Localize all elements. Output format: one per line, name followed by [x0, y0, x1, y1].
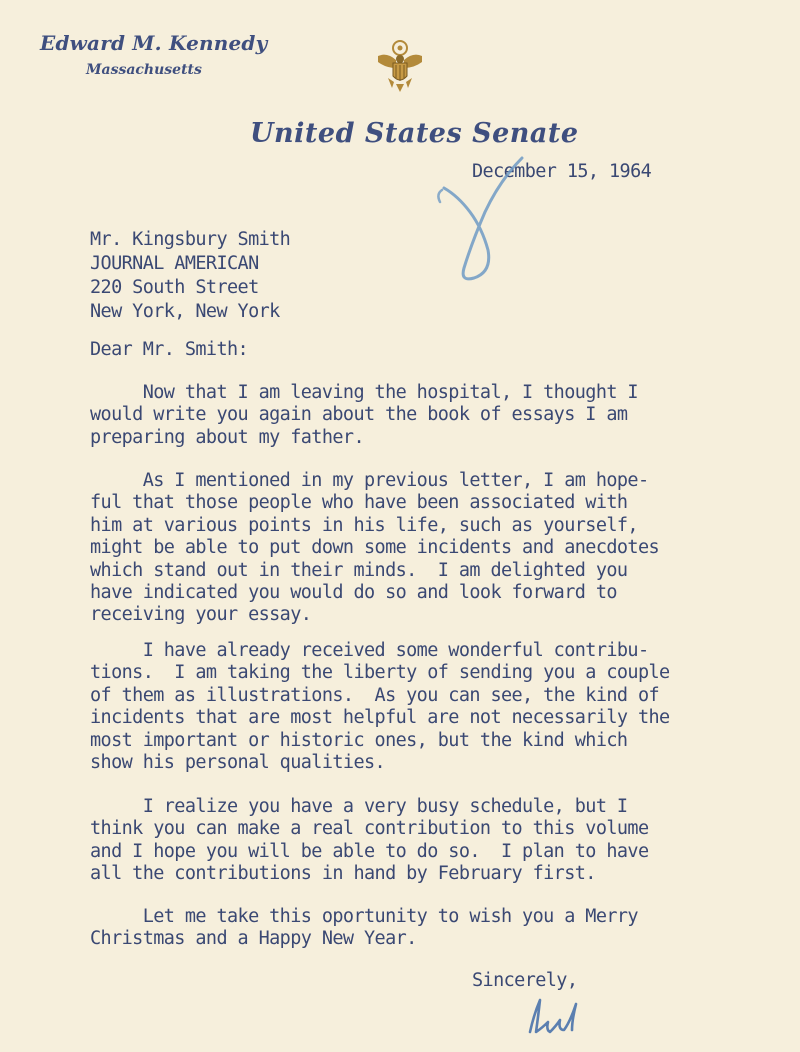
text-line: and I hope you will be able to do so. I plan to have: [90, 840, 649, 862]
body-paragraph-1: [90, 382, 638, 449]
text-line: Now that I am leaving the hospital, I thought I: [90, 382, 638, 403]
handwritten-mark: [430, 150, 540, 295]
text-line: As I mentioned in my previous letter, I am hope-: [90, 470, 649, 491]
sender-name: Edward M. Kennedy: [40, 31, 268, 55]
text-line: would write you again about the book of essays I am: [90, 404, 628, 426]
recipient-line: New York, New York: [90, 301, 280, 322]
text-line: tions. I am taking the liberty of sending you a couple: [90, 662, 670, 684]
letter-date: December 15, 1964: [472, 161, 652, 182]
signature: [520, 992, 590, 1042]
closing: Sincerely,: [472, 970, 578, 991]
eagle-seal-icon: [374, 38, 426, 94]
recipient-address: [90, 228, 290, 324]
text-line: him at various points in his life, such as yourself,: [90, 514, 638, 536]
body-paragraph-2: [90, 470, 659, 627]
text-line: receiving your essay.: [90, 604, 312, 626]
body-paragraph-3: [90, 640, 670, 774]
recipient-line: JOURNAL AMERICAN: [90, 253, 259, 274]
text-line: preparing about my father.: [90, 426, 364, 448]
body-paragraph-4: [90, 796, 649, 886]
recipient-line: Mr. Kingsbury Smith: [90, 229, 291, 250]
text-line: I realize you have a very busy schedule, but I: [90, 796, 628, 817]
text-line: I have already received some wonderful contribu-: [90, 640, 649, 661]
text-line: Christmas and a Happy New Year.: [90, 928, 417, 950]
recipient-line: 220 South Street: [90, 277, 259, 298]
text-line: Let me take this oportunity to wish you a Merry: [90, 906, 638, 927]
text-line: of them as illustrations. As you can see, the kind of: [90, 684, 660, 706]
text-line: think you can make a real contribution to this volume: [90, 818, 649, 840]
text-line: most important or historic ones, but the kind which: [90, 729, 628, 751]
body-paragraph-5: [90, 906, 638, 951]
salutation: Dear Mr. Smith:: [90, 339, 249, 360]
sender-state: Massachusetts: [86, 62, 202, 78]
letterhead-title: United States Senate: [250, 118, 579, 149]
text-line: all the contributions in hand by February first.: [90, 863, 596, 885]
text-line: ful that those people who have been associated with: [90, 492, 628, 514]
text-line: show his personal qualities.: [90, 752, 386, 774]
text-line: have indicated you would do so and look forward to: [90, 582, 617, 604]
text-line: might be able to put down some incidents and anecdotes: [90, 537, 660, 559]
text-line: incidents that are most helpful are not necessarily the: [90, 707, 670, 729]
text-line: which stand out in their minds. I am delighted you: [90, 559, 628, 581]
